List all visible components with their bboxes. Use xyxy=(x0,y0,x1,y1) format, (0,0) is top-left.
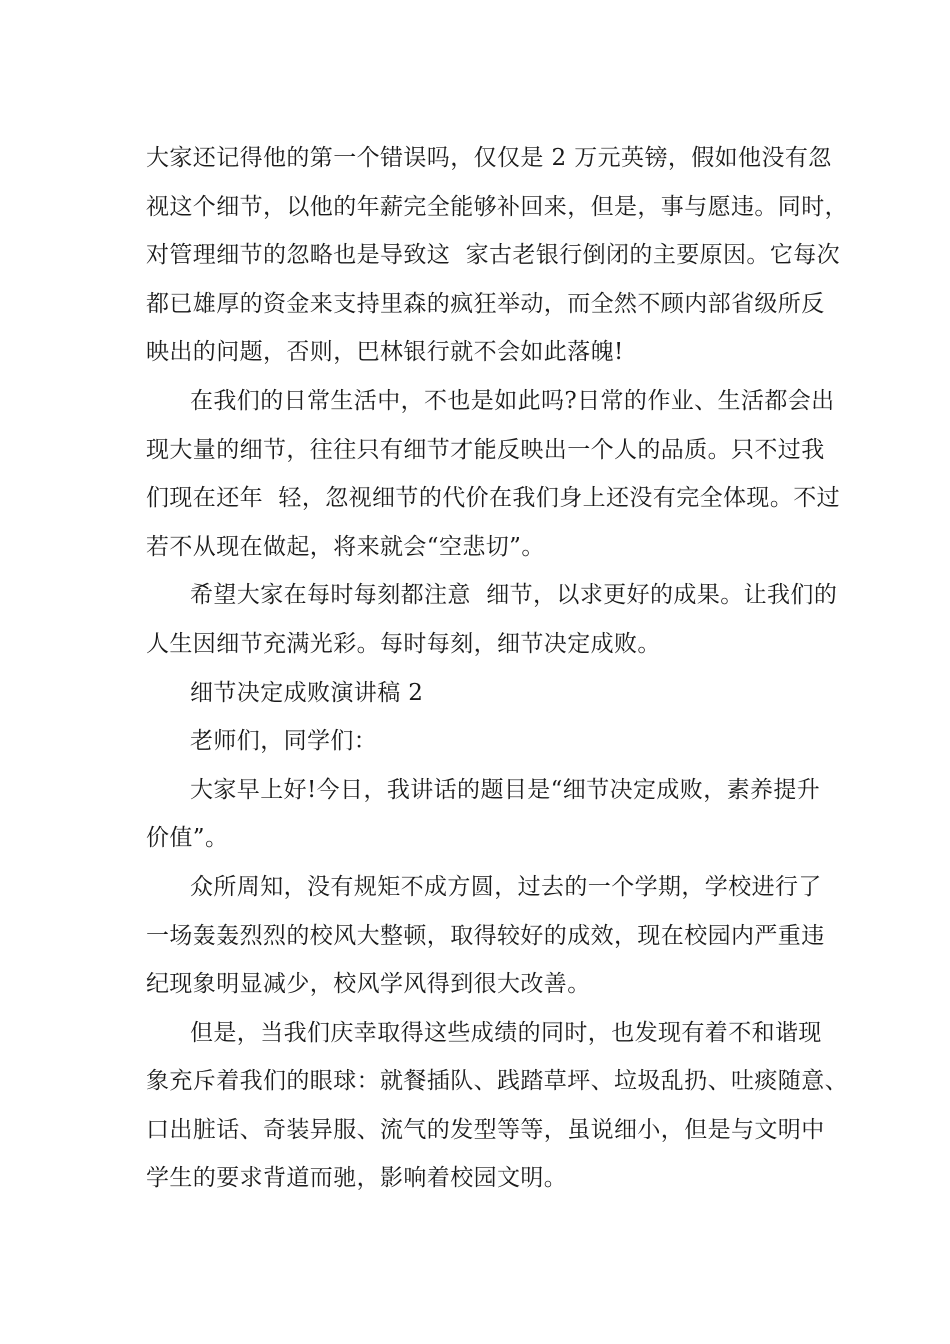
text-line: 们现在还年 轻，忽视细节的代价在我们身上还没有完全体现。不过 xyxy=(146,485,841,512)
text-line: 大家还记得他的第一个错误吗，仅仅是 2 万元英镑，假如他没有忽 xyxy=(146,145,832,171)
text-line: 若不从现在做起，将来就会“空悲切”。 xyxy=(146,533,545,560)
text-line: 象充斥着我们的眼球：就餐插队、践踏草坪、垃圾乱扔、吐痰随意、 xyxy=(146,1068,848,1095)
text-line: 价值”。 xyxy=(146,825,229,852)
text-line: 学生的要求背道而驰，影响着校园文明。 xyxy=(146,1165,568,1192)
text-line: 都已雄厚的资金来支持里森的疯狂举动，而全然不顾内部省级所反 xyxy=(146,290,825,317)
text-line: 一场轰轰烈烈的校风大整顿，取得较好的成效，现在校园内严重违 xyxy=(146,922,825,949)
text-line: 现大量的细节，往往只有细节才能反映出一个人的品质。只不过我 xyxy=(146,436,825,463)
text-line: 口出脏话、奇装异服、流气的发型等等，虽说细小，但是与文明中 xyxy=(146,1116,825,1143)
text-line: 对管理细节的忽略也是导致这 家古老银行倒闭的主要原因。它每次 xyxy=(146,242,841,269)
text-line: 映出的问题，否则，巴林银行就不会如此落魄! xyxy=(146,339,624,366)
document-body xyxy=(146,134,848,1203)
text-line: 大家早上好!今日，我讲话的题目是“细节决定成败，素养提升 xyxy=(190,776,821,803)
text-line: 在我们的日常生活中，不也是如此吗?日常的作业、生活都会出 xyxy=(190,387,835,414)
text-line: 希望大家在每时每刻都注意 细节，以求更好的成果。让我们的 xyxy=(190,582,838,609)
salutation: 老师们，同学们： xyxy=(190,728,378,755)
text-line: 视这个细节，以他的年薪完全能够补回来，但是，事与愿违。同时， xyxy=(146,193,848,220)
text-line: 众所周知，没有规矩不成方圆，过去的一个学期，学校进行了 xyxy=(190,873,822,900)
text-line: 人生因细节充满光彩。每时每刻，细节决定成败。 xyxy=(146,630,661,657)
section-title: 细节决定成败演讲稿 2 xyxy=(190,679,424,706)
text-line: 纪现象明显减少，校风学风得到很大改善。 xyxy=(146,971,591,998)
text-line: 但是，当我们庆幸取得这些成绩的同时，也发现有着不和谐现 xyxy=(190,1019,822,1046)
